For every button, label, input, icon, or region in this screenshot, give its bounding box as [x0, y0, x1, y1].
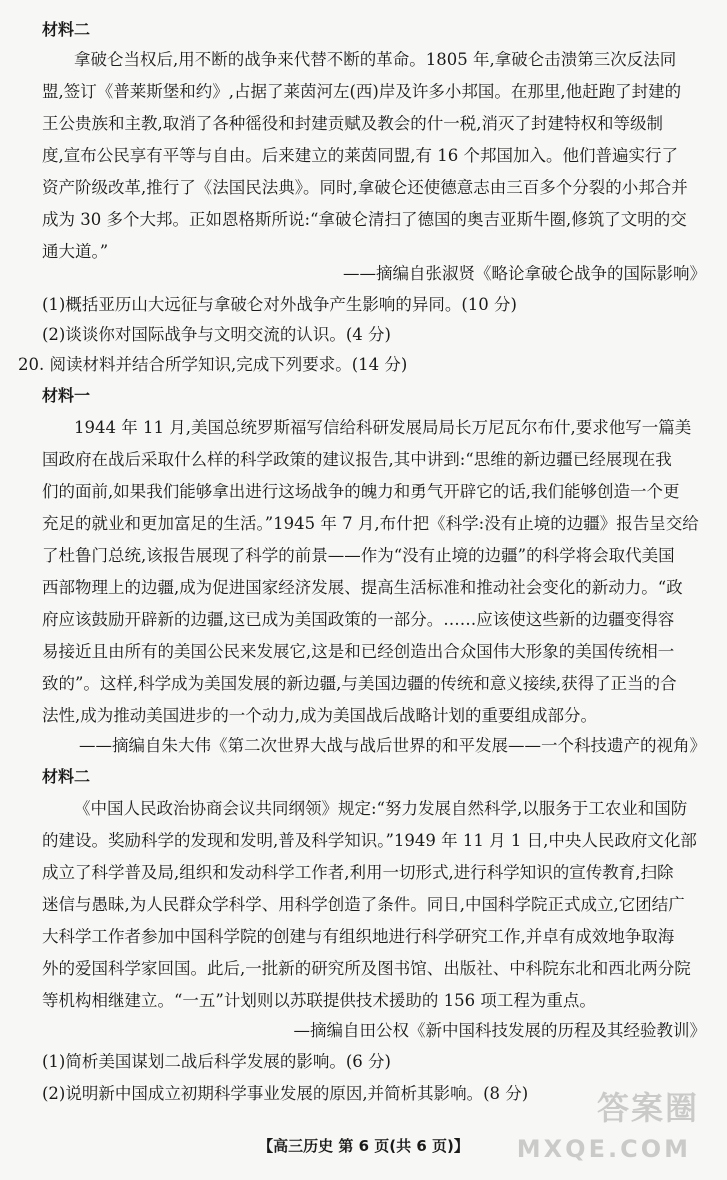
text-line: 们的面前,如果我们能够拿出进行这场战争的魄力和勇气开辟它的话,我们能够创造一个更	[42, 482, 680, 501]
text-line: 致的”。这样,科学成为美国发展的新边疆,与美国边疆的传统和意义接续,获得了正当的合	[42, 674, 677, 693]
text-line: 法性,成为推动美国进步的一个动力,成为美国战后战略计划的重要组成部分。	[42, 706, 597, 725]
text-line: 度,宣布公民享有平等与自由。后来建立的莱茵同盟,有 16 个邦国加入。他们普遍实行了	[42, 146, 678, 165]
text-line: 西部物理上的边疆,成为促进国家经济发展、提高生活标准和推动社会变化的新动力。“政	[42, 578, 683, 597]
watermark-text: MXQE.COM	[516, 1135, 691, 1163]
citation: ——摘编自朱大伟《第二次世界大战与战后世界的和平发展——一个科技遗产的视角》	[79, 736, 706, 755]
text-line: 盟,签订《普莱斯堡和约》,占据了莱茵河左(西)岸及许多小邦国。在那里,他赶跑了封建的	[42, 82, 682, 101]
text-line: 国政府在战后采取什么样的科学政策的建议报告,其中讲到:“思维的新边疆已经展现在我	[42, 450, 672, 469]
question-item: (1)简析美国谋划二战后科学发展的影响。(6 分)	[42, 1052, 391, 1071]
text-line: 的建设。奖励科学的发现和发明,普及科学知识。”1949 年 11 月 1 日,中央人民政府文化部	[42, 831, 697, 850]
page-footer: 【高三历史 第 6 页(共 6 页)】	[258, 1137, 469, 1155]
text-line: 府应该鼓励开辟新的边疆,这已成为美国政策的一部分。……应该使这些新的边疆变得容	[42, 610, 675, 629]
material-heading: 材料二	[42, 20, 91, 39]
text-line: 易接近且由所有的美国公民来发展它,这是和已经创造出合众国伟大形象的美国传统相一	[42, 642, 675, 661]
text-line: 大科学工作者参加中国科学院的创建与有组织地进行科学研究工作,并卓有成效地争取海	[42, 927, 675, 946]
watermark-logo	[516, 1083, 709, 1173]
text-line: 1944 年 11 月,美国总统罗斯福写信给科研发展局局长万尼瓦尔布什,要求他写一篇美	[74, 418, 692, 437]
text-line: 等机构相继建立。“一五”计划则以苏联提供技术援助的 156 项工程为重点。	[42, 991, 596, 1010]
text-line: 成为 30 多个大邦。正如恩格斯所说:“拿破仑清扫了德国的奥吉亚斯牛圈,修筑了文明的交	[42, 210, 687, 229]
text-line: 成立了科学普及局,组织和发动科学工作者,利用一切形式,进行科学知识的宣传教育,扫除	[42, 863, 674, 882]
text-line: 王公贵族和主教,取消了各种徭役和封建贡赋及教会的什一税,消灭了封建特权和等级制	[42, 114, 663, 133]
text-line: 充足的就业和更加富足的生活。”1945 年 7 月,布什把《科学:没有止境的边疆》报告呈交给	[42, 514, 699, 533]
question-stem: 20. 阅读材料并结合所学知识,完成下列要求。(14 分)	[18, 355, 408, 374]
citation: ——摘编自张淑贤《略论拿破仑战争的国际影响》	[343, 264, 706, 283]
question-item: (1)概括亚历山大远征与拿破仑对外战争产生影响的异同。(10 分)	[42, 295, 517, 314]
text-line: 了杜鲁门总统,该报告展现了科学的前景——作为“没有止境的边疆”的科学将会取代美国	[42, 546, 675, 565]
text-line: 《中国人民政治协商会议共同纲领》规定:“努力发展自然科学,以服务于工农业和国防	[74, 799, 688, 818]
text-line: 通大道。”	[42, 242, 109, 261]
material-heading: 材料二	[42, 767, 91, 786]
material-heading: 材料一	[42, 386, 91, 405]
citation: —摘编自田公权《新中国科技发展的历程及其经验教训》	[293, 1021, 706, 1040]
text-line: 外的爱国科学家回国。此后,一批新的研究所及图书馆、出版社、中科院东北和西北两分院	[42, 959, 691, 978]
text-line: 资产阶级改革,推行了《法国民法典》。同时,拿破仑还使德意志由三百多个分裂的小邦合并	[42, 178, 688, 197]
text-line: 拿破仑当权后,用不断的战争来代替不断的革命。1805 年,拿破仑击溃第三次反法同	[74, 50, 677, 69]
text-line: 迷信与愚昧,为人民群众学科学、用科学创造了条件。同日,中国科学院正式成立,它团结广	[42, 895, 685, 914]
question-item: (2)谈谈你对国际战争与文明交流的认识。(4 分)	[42, 325, 391, 344]
question-item: (2)说明新中国成立初期科学事业发展的原因,并简析其影响。(8 分)	[42, 1084, 529, 1103]
watermark-text: 答案圈	[596, 1089, 699, 1127]
